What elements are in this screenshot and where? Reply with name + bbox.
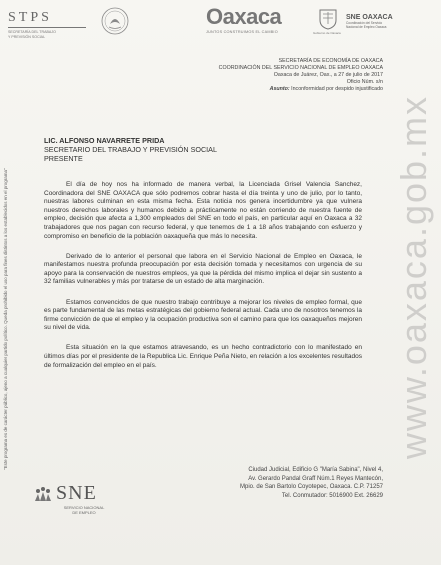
- addressee-title: SECRETARIO DEL TRABAJO Y PREVISIÓN SOCIAL: [44, 145, 217, 154]
- sender-line-1: SECRETARÍA DE ECONOMÍA DE OAXACA: [278, 58, 383, 64]
- office-address: [240, 466, 383, 500]
- stps-subtitle-2: Y PREVISIÓN SOCIAL: [8, 34, 46, 39]
- oaxaca-logo: [206, 6, 316, 34]
- address-line-1: Ciudad Judicial, Edificio G "María Sabina", Nivel 4,: [248, 467, 383, 473]
- stps-title: STPS: [8, 10, 52, 25]
- sender-line-3: Oaxaca de Juárez, Oax., a 27 de julio de 2017: [273, 72, 383, 78]
- subject-text: Inconformidad por despido injustificado: [291, 86, 383, 92]
- sne-subtitle: [54, 506, 114, 515]
- stps-divider: [8, 27, 86, 28]
- sne-oaxaca-sub-2: Nacional de Empleo Oaxaca: [346, 25, 387, 29]
- sne-oaxaca-header: [346, 14, 416, 29]
- paragraph-4: Esta situación en la que estamos atravesando, es un hecho contradictorio con lo manifestado en últimos días por el presidente de la Republica Lic. Enrique Peña Nieto, en relación a los excelentes resultados de formalización del empleo en el país.: [44, 344, 362, 369]
- paragraph-2: Derivado de lo anterior el personal que labora en el Servicio Nacional de Empleo en Oaxaca, le manifestamos nuestra profunda preocupación por esta decisión tomada y necesitamos con urgencia de su apoyo para la conservación de nuestros empleos, ya que la pérdida del mismo implica el dejar sin sustento a 32 familias vulnerables y más por tratarse de un estado de alta marginación.: [44, 252, 362, 286]
- letter-body: [44, 181, 362, 382]
- sne-oaxaca-sub-1: Coordinación del Servicio: [346, 21, 383, 25]
- paragraph-1: El día de hoy nos ha informado de manera verbal, la Licenciada Grisel Valencia Sanchez, Coordinadora del SNE OAXACA que sólo podremos cobrar hasta el día treinta y uno de julio, por lo tanto, nuestras labores culminan en esta misma fecha. Esta noticia nos genera incertidumbre ya que vulnera nuestros derechos laborales y humanos debido a prácticamente no están corriendo de nuestra fuente de empleo, decisión que afecta a 1,300 empleados del SNE en todo el país, en particular aquí en Oaxaca a 32 trabajadores que nos pagan con recurso federal, y que tenemos de 1 a 18 años trabajando con esfuerzo y compromiso en beneficio de la población oaxaqueña que más lo necesita.: [44, 181, 362, 240]
- oaxaca-seal-caption: Gobierno de Oaxaca: [313, 31, 341, 35]
- addressee-name: LIC. ALFONSO NAVARRETE PRIDA: [44, 136, 165, 145]
- subject-label: Asunto:: [269, 86, 290, 92]
- oaxaca-wordmark: Oaxaca: [206, 4, 282, 29]
- subject-line: [219, 86, 383, 93]
- stps-subtitle-1: SECRETARÍA DEL TRABAJO: [8, 30, 56, 34]
- website-watermark: www.oaxaca.gob.mx: [393, 95, 434, 460]
- oaxaca-tagline: JUNTOS CONSTRUIMOS EL CAMBIO: [206, 30, 278, 34]
- addressee-block: [44, 136, 217, 163]
- address-line-4: Tel. Conmutador: 5016900 Ext. 26629: [281, 492, 383, 499]
- sne-wordmark: SNE: [56, 482, 97, 504]
- legal-disclaimer: "Este programa es de carácter público, ajeno a cualquier partido político. Queda prohibido el uso para fines distintos a los establecidos en el programa": [3, 168, 8, 470]
- sne-subtitle-1: SERVICIO NACIONAL: [63, 505, 105, 510]
- sne-oaxaca-title: SNE OAXACA: [346, 14, 393, 21]
- sender-line-4: Oficio Núm. s/n: [346, 79, 383, 85]
- sne-subtitle-2: DE EMPLEO: [72, 509, 96, 515]
- address-line-3: Mpio. de San Bartolo Coyotepec, Oaxaca. C.P. 71257: [240, 484, 383, 490]
- stps-logo: [8, 10, 108, 39]
- sne-mark-icon: [34, 486, 52, 502]
- addressee-presente: PRESENTE: [44, 154, 83, 163]
- address-line-2: Av. Gerardo Pandal Graff Núm.1 Reyes Mantecón,: [248, 475, 383, 482]
- oaxaca-seal-icon: [317, 8, 339, 30]
- mexico-seal-icon: [100, 6, 130, 36]
- paragraph-3: Estamos convencidos de que nuestro trabajo contribuye a mejorar los niveles de empleo formal, que es parte fundamental de las metas estratégicas del gobierno federal actual. Cada uno de nosotros tenemos la firme convicción de que el empleo y la ocupación productiva son el camino para que los oaxaqueños mejoren su nivel de vida.: [44, 298, 362, 332]
- sender-line-2: COORDINACIÓN DEL SERVICIO NACIONAL DE EMPLEO OAXACA: [218, 65, 383, 71]
- sender-block: [219, 58, 383, 93]
